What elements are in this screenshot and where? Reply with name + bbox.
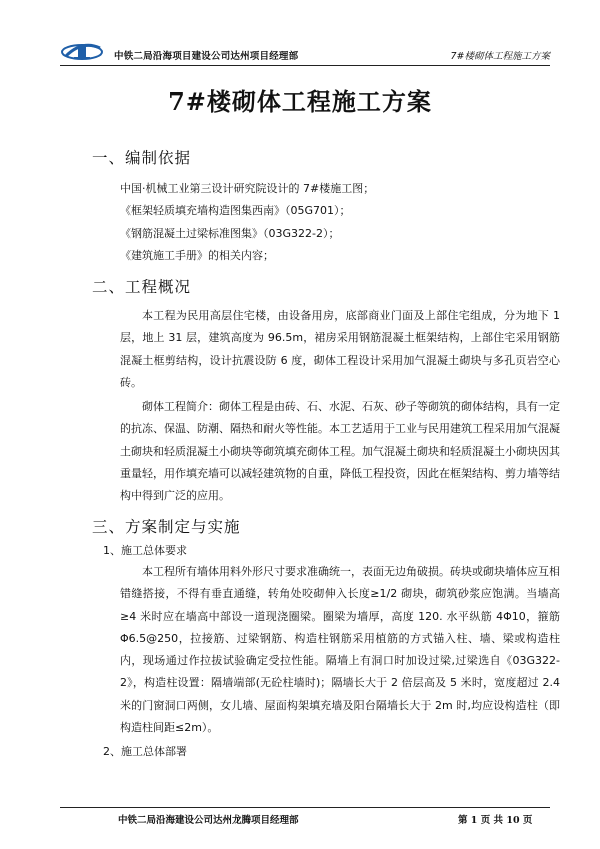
header-document-name: 7#楼砌体工程施工方案	[450, 51, 550, 62]
section-plan-heading: 三、方案制定与实施	[92, 518, 241, 536]
page-title: 7#楼砌体工程施工方案	[168, 87, 432, 116]
page-header	[60, 36, 550, 66]
footer-divider	[60, 807, 550, 808]
basis-item: 中国·机械工业第三设计研究院设计的 7#楼施工图；	[120, 182, 375, 195]
plan-subheading-2: 2、施工总体部署	[103, 745, 187, 758]
overview-paragraph-2: 砌体工程简介：砌体工程是由砖、石、水泥、石灰、砂子等砌筑的砌体结构，具有一定的抗冻、保温、防潮、隔热和耐火等性能。本工艺适用于工业与民用建筑工程采用加气混凝土砌块和轻质混凝土小砌块等砌筑填充砌体工程。加气混凝土砌块和轻质混凝土小砌块因其重量轻，用作填充墙可以减轻建筑物的自重，降低工程投资，因此在框架结构、剪力墙等结构中得到广泛的应用。	[120, 400, 560, 503]
plan-subheading-1: 1、施工总体要求	[103, 544, 187, 557]
company-logo-icon	[60, 38, 108, 64]
section-overview-heading: 二、工程概况	[92, 278, 192, 296]
footer-organization: 中铁二局沿海建设公司达州龙腾项目经理部	[118, 815, 299, 826]
plan-paragraph: 本工程所有墙体用料外形尺寸要求准确统一，表面无边角破损。砖块或砌块墙体应互相错缝搭接，不得有垂直通缝，转角处咬砌伸入长度≥1/2 砌块，砌筑砂浆应饱满。当墙高≥4 米时应在墙高中部设一道现浇圈梁。圈梁为墙厚，高度 120. 水平纵筋 4Φ10，箍筋Φ6.5@250，拉接筋、过梁钢筋、构造柱钢筋采用植筋的方式锚入柱、墙、梁或构造柱内，现场通过作拉拔试验确定受拉性能。隔墙上有洞口时加设过梁,过梁选自《03G322-2》，构造柱设置：隔墙端部(无砼柱墙时)；隔墙长大于 2 倍层高及 5 米时，宽度超过 2.4 米的门窗洞口两侧，女儿墙、屋面构架填充墙及阳台隔墙长大于 2m 时,均应设构造柱（即构造柱间距≤2m）。	[120, 565, 560, 735]
basis-item: 《钢筋混凝土过梁标准图集》（03G322-2）；	[120, 227, 340, 240]
overview-paragraph-1: 本工程为民用高层住宅楼，由设备用房，底部商业门面及上部住宅组成，分为地下 1 层，地上 31 层，建筑高度为 96.5m，裙房采用钢筋混凝土框架结构，上部住宅采用钢筋混凝土框剪结构，设计抗震设防 6 度，砌体工程设计采用加气混凝土砌块与多孔页岩空心砖。	[120, 309, 560, 389]
footer-page-number: 第 1 页 共 10 页	[458, 815, 533, 826]
basis-item: 《建筑施工手册》的相关内容；	[120, 249, 274, 262]
section-basis-heading: 一、编制依据	[92, 149, 192, 167]
header-organization: 中铁二局沿海项目建设公司达州项目经理部	[114, 51, 299, 62]
basis-item: 《框架轻质填充墙构造图集西南》（05G701）；	[120, 204, 351, 217]
